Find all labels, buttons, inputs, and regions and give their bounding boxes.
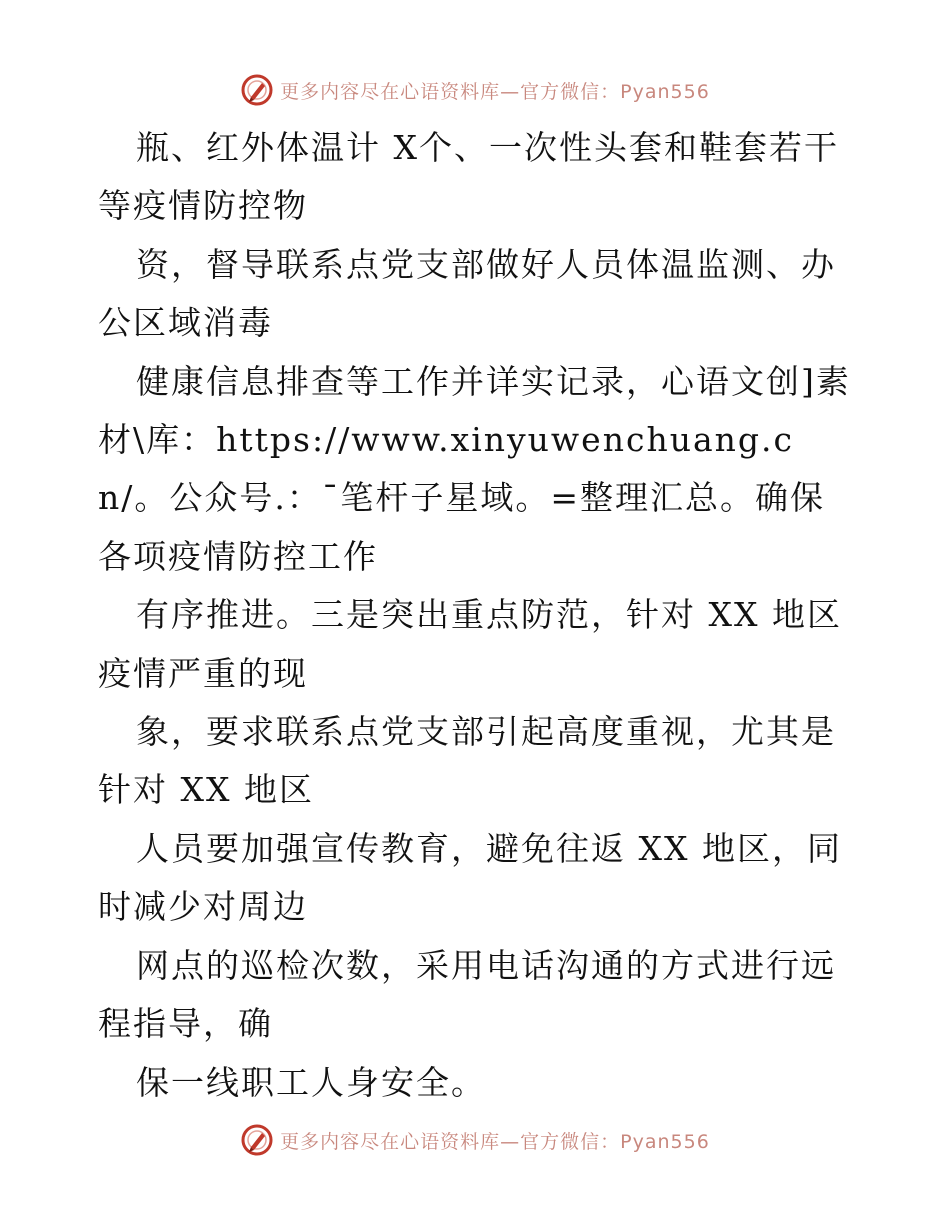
paragraph: 健康信息排查等工作并详实记录，心语文创]素材\库：https://www.xinyuwenchuang.cn/。公众号.：¯笔杆子星域。=整理汇总。确保各项疫情防控工作 [98,361,851,576]
paragraph: 象，要求联系点党支部引起高度重视，尤其是针对 XX 地区 [98,712,836,810]
banner-text: 更多内容尽在心语资料库—官方微信：Pyan556 [280,1130,710,1153]
paragraph: 资，督导联系点党支部做好人员体温监测、办公区域消毒 [98,244,836,343]
paragraph: 人员要加强宣传教育，避免往返 XX 地区，同时减少对周边 [98,828,842,927]
paragraph: 有序推进。三是突出重点防范，针对 XX 地区疫情严重的现 [98,595,842,693]
pen-logo-icon [240,73,274,107]
footer-banner [0,1120,950,1160]
paragraph: 保一线职工人身安全。 [136,1062,486,1102]
banner-text: 更多内容尽在心语资料库—官方微信：Pyan556 [280,80,710,103]
paragraph: 网点的巡检次数，采用电话沟通的方式进行远程指导，确 [98,945,836,1044]
pen-logo-icon [240,1123,274,1157]
document-body [98,119,858,1112]
paragraph: 瓶、红外体温计 X个、一次性头套和鞋套若干等疫情防控物 [98,128,839,226]
header-banner [0,70,950,110]
